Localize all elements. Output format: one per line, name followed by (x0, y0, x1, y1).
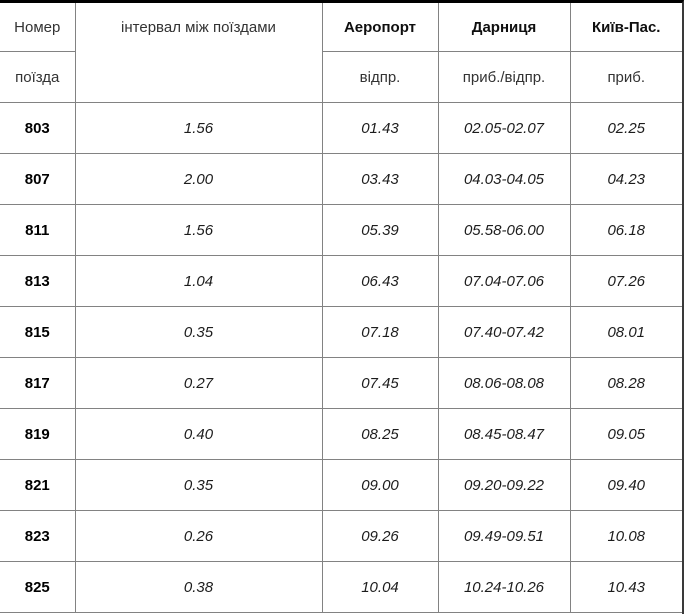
train-number-cell: 825 (0, 562, 75, 613)
airport-departure-cell: 07.18 (322, 307, 438, 358)
airport-departure-cell: 06.43 (322, 256, 438, 307)
interval-cell: 0.38 (75, 562, 322, 613)
table-row (0, 154, 682, 205)
table-row (0, 205, 682, 256)
train-number-cell: 803 (0, 103, 75, 154)
darnytsia-arrival-departure-cell: 04.03-04.05 (438, 154, 570, 205)
table-row (0, 307, 682, 358)
train-number-cell: 807 (0, 154, 75, 205)
train-schedule-table (0, 3, 682, 613)
train-number-cell: 815 (0, 307, 75, 358)
train-number-cell: 817 (0, 358, 75, 409)
airport-departure-cell: 08.25 (322, 409, 438, 460)
interval-cell: 1.56 (75, 103, 322, 154)
airport-departure-cell: 07.45 (322, 358, 438, 409)
train-number-cell: 819 (0, 409, 75, 460)
table-row (0, 562, 682, 613)
kyiv-pas-arrival-cell: 06.18 (570, 205, 682, 256)
interval-cell: 1.56 (75, 205, 322, 256)
darnytsia-arrival-departure-cell: 02.05-02.07 (438, 103, 570, 154)
kyiv-pas-arrival-cell: 08.01 (570, 307, 682, 358)
interval-cell: 0.35 (75, 460, 322, 511)
airport-departure-cell: 09.00 (322, 460, 438, 511)
header-sub-darnytsia-arrival-departure: приб./відпр. (438, 52, 570, 103)
train-number-cell: 823 (0, 511, 75, 562)
kyiv-pas-arrival-cell: 09.05 (570, 409, 682, 460)
train-number-cell: 811 (0, 205, 75, 256)
train-number-cell: 813 (0, 256, 75, 307)
darnytsia-arrival-departure-cell: 07.04-07.06 (438, 256, 570, 307)
darnytsia-arrival-departure-cell: 09.20-09.22 (438, 460, 570, 511)
schedule-header (0, 3, 682, 103)
interval-cell: 1.04 (75, 256, 322, 307)
airport-departure-cell: 03.43 (322, 154, 438, 205)
header-sub-kyiv-arrival: приб. (570, 52, 682, 103)
darnytsia-arrival-departure-cell: 08.45-08.47 (438, 409, 570, 460)
table-row (0, 256, 682, 307)
header-train-number-line2: поїзда (0, 52, 75, 103)
table-row (0, 511, 682, 562)
header-station-kyiv-pas: Київ-Пас. (570, 3, 682, 52)
kyiv-pas-arrival-cell: 07.26 (570, 256, 682, 307)
header-row-stations (0, 3, 682, 52)
airport-departure-cell: 05.39 (322, 205, 438, 256)
interval-cell: 2.00 (75, 154, 322, 205)
airport-departure-cell: 10.04 (322, 562, 438, 613)
darnytsia-arrival-departure-cell: 07.40-07.42 (438, 307, 570, 358)
kyiv-pas-arrival-cell: 02.25 (570, 103, 682, 154)
kyiv-pas-arrival-cell: 10.43 (570, 562, 682, 613)
header-station-airport: Аеропорт (322, 3, 438, 52)
kyiv-pas-arrival-cell: 09.40 (570, 460, 682, 511)
interval-cell: 0.35 (75, 307, 322, 358)
table-row (0, 103, 682, 154)
darnytsia-arrival-departure-cell: 09.49-09.51 (438, 511, 570, 562)
darnytsia-arrival-departure-cell: 05.58-06.00 (438, 205, 570, 256)
airport-departure-cell: 09.26 (322, 511, 438, 562)
darnytsia-arrival-departure-cell: 08.06-08.08 (438, 358, 570, 409)
interval-cell: 0.27 (75, 358, 322, 409)
header-sub-airport-departure: відпр. (322, 52, 438, 103)
train-number-cell: 821 (0, 460, 75, 511)
table-row (0, 460, 682, 511)
header-interval: інтервал між поїздами (75, 3, 322, 103)
airport-departure-cell: 01.43 (322, 103, 438, 154)
header-train-number-line1: Номер (0, 3, 75, 52)
interval-cell: 0.26 (75, 511, 322, 562)
table-row (0, 409, 682, 460)
kyiv-pas-arrival-cell: 08.28 (570, 358, 682, 409)
table-row (0, 358, 682, 409)
kyiv-pas-arrival-cell: 10.08 (570, 511, 682, 562)
kyiv-pas-arrival-cell: 04.23 (570, 154, 682, 205)
darnytsia-arrival-departure-cell: 10.24-10.26 (438, 562, 570, 613)
header-station-darnytsia: Дарниця (438, 3, 570, 52)
schedule-body (0, 103, 682, 613)
interval-cell: 0.40 (75, 409, 322, 460)
